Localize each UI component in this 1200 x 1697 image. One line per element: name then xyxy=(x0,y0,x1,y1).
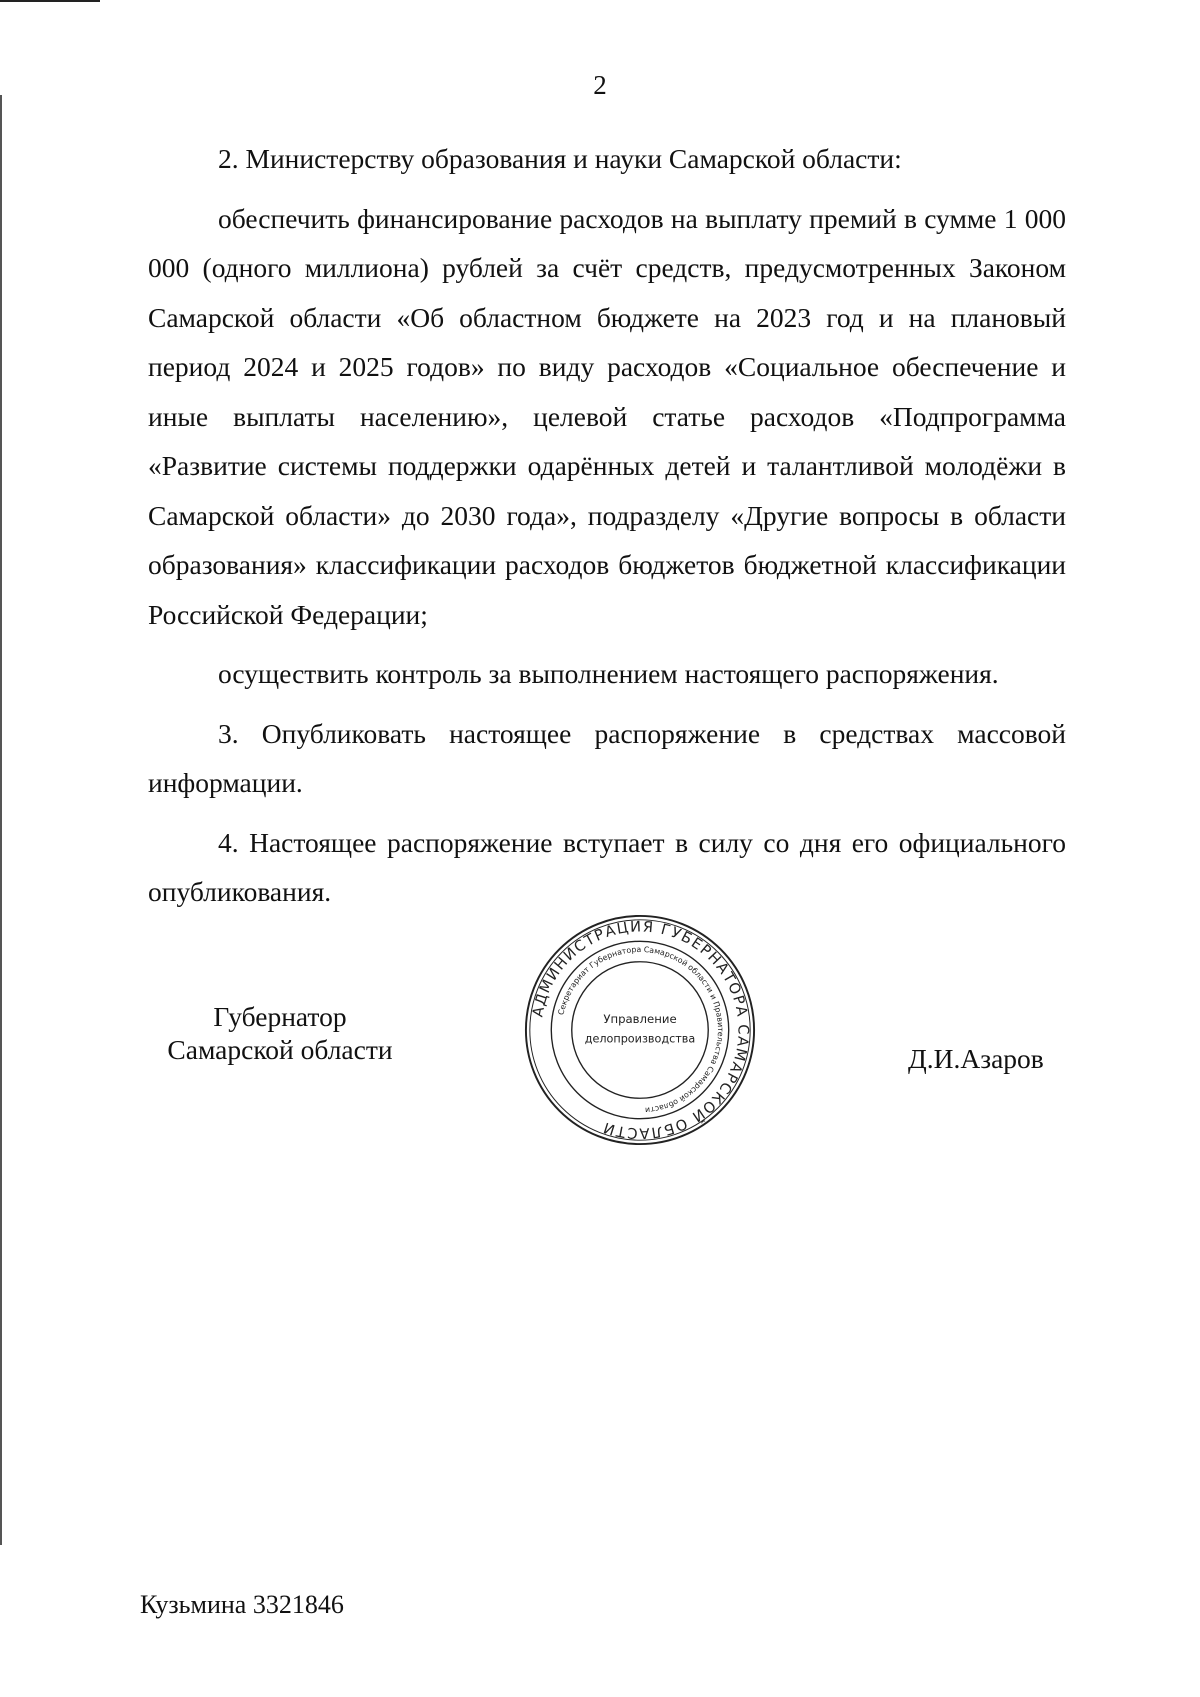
stamp-center-line1: Управление xyxy=(603,1012,677,1027)
document-body xyxy=(148,134,1066,917)
paragraph-funding: обеспечить финансирование расходов на выплату премий в сумме 1 000 000 (одного миллиона) рублей за счёт средств, предусмотренных Законом Самарской области «Об областном бюджете на 2023 год и на плановый период 2024 и 2025 годов» по виду расходов «Социальное обеспечение и иные выплаты населению», целевой статье расходов «Подпрограмма «Развитие системы поддержки одарённых детей и талантливой молодёжи в Самарской области» до 2030 года», подразделу «Другие вопросы в области образования» классификации расходов бюджетов бюджетной классификации Российской Федерации; xyxy=(148,202,1066,630)
paragraph-item-3: 3. Опубликовать настоящее распоряжение в средствах массовой информации. xyxy=(148,717,1066,798)
signatory-position-line1: Губернатор xyxy=(213,1001,347,1032)
paragraph-control: осуществить контроль за выполнением настоящего распоряжения. xyxy=(218,658,999,689)
stamp-middle-circle xyxy=(551,941,728,1118)
executor-contact: Кузьмина 3321846 xyxy=(140,1590,344,1619)
stamp-outer-text: АДМИНИСТРАЦИЯ ГУБЕРНАТОРА САМАРСКОЙ ОБЛАСТИ xyxy=(529,918,752,1142)
scan-edge-mark xyxy=(0,0,100,2)
official-stamp xyxy=(523,913,757,1147)
stamp-center-circle xyxy=(572,962,709,1099)
signatory-position xyxy=(140,1000,420,1066)
scan-edge-mark xyxy=(0,95,2,1545)
signatory-position-line2: Самарской области xyxy=(167,1034,393,1065)
stamp-center-line2: делопроизводства xyxy=(584,1032,696,1046)
stamp-inner-ring-text: Секретариат Губернатора Самарской области и Правительства Самарской области xyxy=(556,944,726,1115)
page-number: 2 xyxy=(593,70,607,100)
paragraph-item-2: 2. Министерству образования и науки Самарской области: xyxy=(218,143,902,174)
paragraph-item-4: 4. Настоящее распоряжение вступает в силу со дня его официального опубликования. xyxy=(148,826,1066,907)
signatory-name: Д.И.Азаров xyxy=(908,1043,1044,1074)
